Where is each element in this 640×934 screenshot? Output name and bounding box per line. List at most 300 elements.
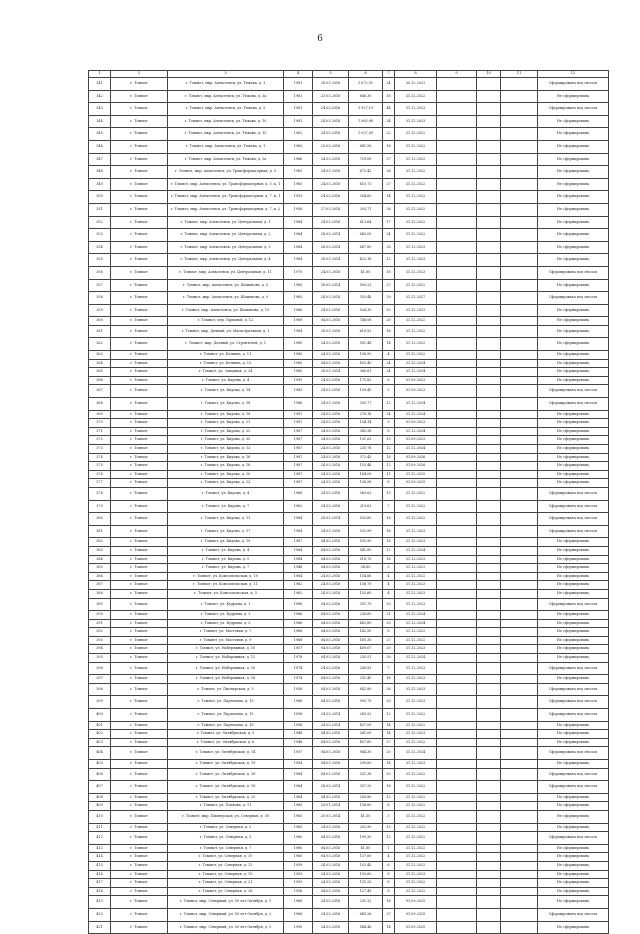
date-cell: 28.03.2014 [313,368,349,377]
apartments-cell: 24 [383,78,395,91]
status-cell: Сформирована под сносом [538,832,609,845]
year-cell: 1964 [284,793,313,802]
apartments-cell: 4 [383,351,395,360]
city-cell: г. Томмот [111,581,168,590]
row-number: 372 [89,436,111,445]
row-number: 411 [89,823,111,832]
area-cell: 165,35 [349,636,383,645]
city-cell: г. Томмот [111,292,168,305]
table-row [89,140,609,153]
date-cell: 24.03.2014 [313,709,349,722]
table-row [89,470,609,479]
row-number: 342 [89,90,111,103]
col9-cell [437,611,477,620]
address-cell: г. Томмот, ул. Кирова, д. 7 [168,500,284,513]
area-cell: 1 037,09 [349,128,383,141]
table-row [89,419,609,428]
city-cell: г. Томмот [111,662,168,675]
date-cell: 24.03.2016 [313,216,349,229]
date-cell: 24.03.2016 [313,427,349,436]
col11-cell [501,419,538,428]
year-cell: 1987 [284,427,313,436]
col10-cell [477,216,501,229]
date-cell: 04.03.2016 [313,675,349,684]
city-cell: г. Томмот [111,853,168,862]
row-number: 377 [89,479,111,488]
city-cell: г. Томмот [111,487,168,500]
row-number: 374 [89,453,111,462]
table-row [89,887,609,896]
year-cell: 1985 [284,359,313,368]
col9-cell [437,103,477,116]
status-cell: Сформирована под сносом [538,908,609,921]
planned-date-cell: 31.12.2023 [395,254,437,267]
row-number: 416 [89,870,111,879]
year-cell: 1987 [284,410,313,419]
area-cell: 137,60 [349,853,383,862]
date-cell: 24.03.2016 [313,462,349,471]
col10-cell [477,166,501,179]
city-cell: г. Томмот [111,730,168,739]
date-cell: 24.03.2016 [313,921,349,934]
year-cell: 1964 [284,546,313,555]
col9-cell [437,546,477,555]
col10-cell [477,453,501,462]
year-cell: 1981 [284,103,313,116]
city-cell: г. Томмот [111,555,168,564]
planned-date-cell: 31.12.2025 [395,470,437,479]
address-cell: г. Томмот, ул. Октябрьская, д. 20 [168,793,284,802]
city-cell: г. Томмот [111,241,168,254]
date-cell: 04.03.2016 [313,696,349,709]
year-cell: 1968 [284,628,313,637]
city-cell: г. Томмот [111,683,168,696]
year-cell: 1985 [284,810,313,823]
area-cell: 290,60 [349,760,383,769]
address-cell: г. Томмот, ул. Кирова, д. 11 [168,513,284,526]
col11-cell [501,462,538,471]
planned-date-cell: 01.09.2023 [395,385,437,398]
status-cell: Сформирована под сносом [538,500,609,513]
planned-date-cell: 31.12.2023 [395,555,437,564]
status-cell: Не сформирована [538,338,609,351]
status-cell: Не сформирована [538,853,609,862]
city-cell: г. Томмот [111,338,168,351]
table-row [89,90,609,103]
apartments-cell: 24 [383,115,395,128]
area-cell: 285,92 [349,709,383,722]
apartments-cell: 27 [383,279,395,292]
col11-cell [501,564,538,573]
planned-date-cell: 31.12.2022 [395,178,437,191]
area-cell: 1 065,08 [349,115,383,128]
year-cell: 1953 [284,191,313,204]
col10-cell [477,887,501,896]
table-row [89,546,609,555]
city-cell: г. Томмот [111,645,168,654]
col10-cell [477,385,501,398]
apartments-cell: 21 [383,611,395,620]
year-cell: 1980 [284,338,313,351]
col9-cell [437,861,477,870]
col9-cell [437,470,477,479]
year-cell: 1965 [284,140,313,153]
area-cell: 251,40 [349,675,383,684]
address-cell: г. Томмот, мкр. Алексеевск, ул. Центральная, д. 4 [168,254,284,267]
col11-cell [501,921,538,934]
planned-date-cell: 31.12.2024 [395,445,437,454]
apartments-cell: 14 [383,191,395,204]
city-cell: г. Томмот [111,385,168,398]
col9-cell [437,589,477,598]
col9-cell [437,802,477,811]
planned-date-cell: 01.09.2023 [395,436,437,445]
address-cell: г. Томмот, мкр. Алексеевск, ул. Шаманова, д. 13 [168,304,284,317]
table-row [89,538,609,547]
apartments-cell: 16 [383,325,395,338]
date-cell: 04.03.2016 [313,730,349,739]
col10-cell [477,317,501,326]
date-cell: 04.03.2016 [313,619,349,628]
status-cell: Не сформирована [538,279,609,292]
date-cell: 04.03.2016 [313,844,349,853]
year-cell: 1968 [284,636,313,645]
area-cell: 372,45 [349,453,383,462]
area-cell: 353,48 [349,292,383,305]
city-cell: г. Томмот [111,445,168,454]
col11-cell [501,304,538,317]
col11-cell [501,166,538,179]
col11-cell [501,103,538,116]
date-cell: 24.03.2016 [313,376,349,385]
planned-date-cell: 31.12.2024 [395,410,437,419]
col9-cell [437,598,477,611]
year-cell: 1948 [284,738,313,747]
col9-cell [437,709,477,722]
col9-cell [437,525,477,538]
status-cell: Сформирована под сносом [538,709,609,722]
city-cell: г. Томмот [111,427,168,436]
city-cell: г. Томмот [111,78,168,91]
row-number: 412 [89,832,111,845]
apartments-cell: 20 [383,654,395,663]
address-cell: г. Томмот, ул. Северная, д. 19 [168,870,284,879]
column-header: 1 [89,71,111,78]
city-cell: г. Томмот [111,304,168,317]
city-cell: г. Томмот [111,887,168,896]
col9-cell [437,738,477,747]
area-cell: 462,89 [349,619,383,628]
status-cell: Не сформирована [538,572,609,581]
city-cell: г. Томмот [111,525,168,538]
year-cell: 1962 [284,589,313,598]
status-cell: Не сформирована [538,636,609,645]
row-number: 375 [89,462,111,471]
planned-date-cell: 31.12.2022 [395,351,437,360]
table-row [89,266,609,279]
planned-date-cell: 31.12.2022 [395,203,437,216]
column-header: 7 [383,71,395,78]
city-cell: г. Томмот [111,823,168,832]
address-cell: г. Томмот, ул. Кирова, д. 4 [168,376,284,385]
col11-cell [501,908,538,921]
status-cell: Не сформирована [538,229,609,242]
status-cell: Сформирована под сносом [538,683,609,696]
planned-date-cell: 31.12.2023 [395,266,437,279]
apartments-cell: 20 [383,768,395,781]
status-cell: Не сформирована [538,870,609,879]
col11-cell [501,191,538,204]
city-cell: г. Томмот [111,572,168,581]
area-cell: 102,40 [349,861,383,870]
year-cell: 1966 [284,487,313,500]
status-cell: Не сформирована [538,153,609,166]
col10-cell [477,810,501,823]
year-cell: 1964 [284,555,313,564]
col10-cell [477,683,501,696]
address-cell: г. Томмот, ул. Кирова, д. 14 [168,385,284,398]
row-number: 369 [89,410,111,419]
apartments-cell: 6 [383,376,395,385]
year-cell: 1958 [284,709,313,722]
col11-cell [501,611,538,620]
date-cell: 04.03.2016 [313,564,349,573]
year-cell: 1958 [284,721,313,730]
city-cell: г. Томмот [111,636,168,645]
city-cell: г. Томмот [111,479,168,488]
col10-cell [477,738,501,747]
col11-cell [501,292,538,305]
col9-cell [437,462,477,471]
area-cell: 729,06 [349,153,383,166]
planned-date-cell: 30.12.2021 [395,78,437,91]
area-cell: 131,20 [349,879,383,888]
apartments-cell: 16 [383,266,395,279]
column-header: 11 [501,71,538,78]
col10-cell [477,628,501,637]
status-cell: Не сформирована [538,730,609,739]
col9-cell [437,781,477,794]
date-cell: 04.03.2016 [313,628,349,637]
status-cell: Не сформирована [538,166,609,179]
planned-date-cell: 01.09.2025 [395,479,437,488]
status-cell: Сформирована под сносом [538,781,609,794]
city-cell: г. Томмот [111,861,168,870]
city-cell: г. Томмот [111,832,168,845]
address-cell: г. Томмот, ул. Комсомольская, д. 11 [168,581,284,590]
area-cell: 154,14 [349,419,383,428]
col11-cell [501,628,538,637]
area-cell: 261,00 [349,730,383,739]
year-cell: 1963 [284,823,313,832]
status-cell: Не сформирована [538,376,609,385]
city-cell: г. Томмот [111,781,168,794]
row-number: 421 [89,921,111,934]
col9-cell [437,581,477,590]
col11-cell [501,410,538,419]
area-cell: 127,49 [349,887,383,896]
housing-table [88,70,609,934]
year-cell: 1965 [284,292,313,305]
table-row [89,359,609,368]
planned-date-cell: 31.12.2022 [395,802,437,811]
col11-cell [501,216,538,229]
table-row [89,921,609,934]
address-cell: г. Томмот, ул. Комсомольская, д. 19 [168,572,284,581]
col9-cell [437,398,477,411]
status-cell: Не сформирована [538,191,609,204]
address-cell: г. Томмот, ул. Кирова, д. 4 [168,487,284,500]
col9-cell [437,153,477,166]
address-cell: г. Томмот, ул. Партизана, д. 15 [168,709,284,722]
column-header: 2 [111,71,168,78]
address-cell: г. Томмот, пер. Тарховой, д. 12 [168,317,284,326]
status-cell: Не сформирована [538,581,609,590]
row-number: 385 [89,564,111,573]
address-cell: г. Томмот, мкр. Дачный, ул. Строителей, д. 1 [168,338,284,351]
apartments-cell: 22 [383,128,395,141]
table-row [89,636,609,645]
col11-cell [501,453,538,462]
address-cell: г. Томмот, ул. Набережная, д. 16 [168,662,284,675]
col11-cell [501,90,538,103]
table-row [89,628,609,637]
date-cell: 24.03.2016 [313,525,349,538]
status-cell: Не сформирована [538,128,609,141]
planned-date-cell: 31.12.2022 [395,500,437,513]
planned-date-cell: 31.12.2024 [395,654,437,663]
table-row [89,768,609,781]
apartments-cell: 12 [383,254,395,267]
city-cell: г. Томмот [111,191,168,204]
planned-date-cell: 31.12.2024 [395,398,437,411]
col9-cell [437,832,477,845]
col11-cell [501,470,538,479]
status-cell: Не сформирована [538,760,609,769]
col10-cell [477,140,501,153]
city-cell: г. Томмот [111,203,168,216]
year-cell: 1989 [284,802,313,811]
col9-cell [437,513,477,526]
apartments-cell: 16 [383,140,395,153]
col9-cell [437,870,477,879]
col9-cell [437,338,477,351]
area-cell: 41,60 [349,266,383,279]
year-cell: 1987 [284,462,313,471]
address-cell: г. Томмот, ул. Северная, д. 13 [168,861,284,870]
col9-cell [437,636,477,645]
area-cell: 643,05 [349,229,383,242]
row-number: 393 [89,636,111,645]
table-row [89,645,609,654]
apartments-cell: 8 [383,887,395,896]
date-cell: 24.03.2016 [313,908,349,921]
date-cell: 04.03.2016 [313,768,349,781]
area-cell: 158,79 [349,581,383,590]
status-cell: Не сформирована [538,90,609,103]
area-cell: 202,90 [349,823,383,832]
col9-cell [437,487,477,500]
apartments-cell: 14 [383,730,395,739]
col11-cell [501,203,538,216]
year-cell: 1965 [284,279,313,292]
col10-cell [477,178,501,191]
city-cell: г. Томмот [111,325,168,338]
year-cell: 1962 [284,500,313,513]
table-row [89,325,609,338]
area-cell: 34,80 [349,564,383,573]
col10-cell [477,538,501,547]
area-cell: 535,90 [349,538,383,547]
date-cell: 28.03.2014 [313,254,349,267]
col10-cell [477,513,501,526]
row-number: 348 [89,166,111,179]
row-number: 397 [89,675,111,684]
city-cell: г. Томмот [111,254,168,267]
col11-cell [501,325,538,338]
address-cell: г. Томмот, ул. Кирова, д. 7 [168,564,284,573]
area-cell: 403,40 [349,359,383,368]
col10-cell [477,619,501,628]
column-header: 12 [538,71,609,78]
col9-cell [437,747,477,760]
table-row [89,683,609,696]
year-cell: 1987 [284,445,313,454]
area-cell: 905,79 [349,696,383,709]
col10-cell [477,645,501,654]
col11-cell [501,747,538,760]
status-cell: Не сформирована [538,359,609,368]
row-number: 361 [89,325,111,338]
col11-cell [501,178,538,191]
city-cell: г. Томмот [111,436,168,445]
col9-cell [437,760,477,769]
table-row [89,166,609,179]
table-row [89,254,609,267]
col10-cell [477,229,501,242]
apartments-cell: 29 [383,292,395,305]
planned-date-cell: 31.12.2022 [395,128,437,141]
col10-cell [477,325,501,338]
year-cell: 1964 [284,525,313,538]
col11-cell [501,589,538,598]
year-cell: 1958 [284,203,313,216]
table-row [89,216,609,229]
year-cell: 1986 [284,611,313,620]
date-cell: 24.03.2016 [313,266,349,279]
col11-cell [501,696,538,709]
col11-cell [501,385,538,398]
address-cell: г. Томмот, мкр. Алексеевск, ул. Трансформаторная, д. 7, к. 2 [168,203,284,216]
apartments-cell: 17 [383,216,395,229]
address-cell: г. Томмот, ул. Мостовая, д. 9 [168,636,284,645]
city-cell: г. Томмот [111,598,168,611]
date-cell: 04.03.2016 [313,546,349,555]
date-cell: 24.03.2016 [313,662,349,675]
apartments-cell: 16 [383,781,395,794]
date-cell: 24.03.2016 [313,338,349,351]
city-cell: г. Томмот [111,870,168,879]
planned-date-cell: 31.12.2022 [395,844,437,853]
address-cell: г. Томмот, мкр. Алексеевск, ул. Трансформаторная, д. 7, к. 1 [168,191,284,204]
col10-cell [477,730,501,739]
area-cell: 159,40 [349,385,383,398]
area-cell: 422,18 [349,254,383,267]
row-number: 389 [89,598,111,611]
table-row [89,696,609,709]
col11-cell [501,445,538,454]
planned-date-cell: 31.12.2023 [395,683,437,696]
